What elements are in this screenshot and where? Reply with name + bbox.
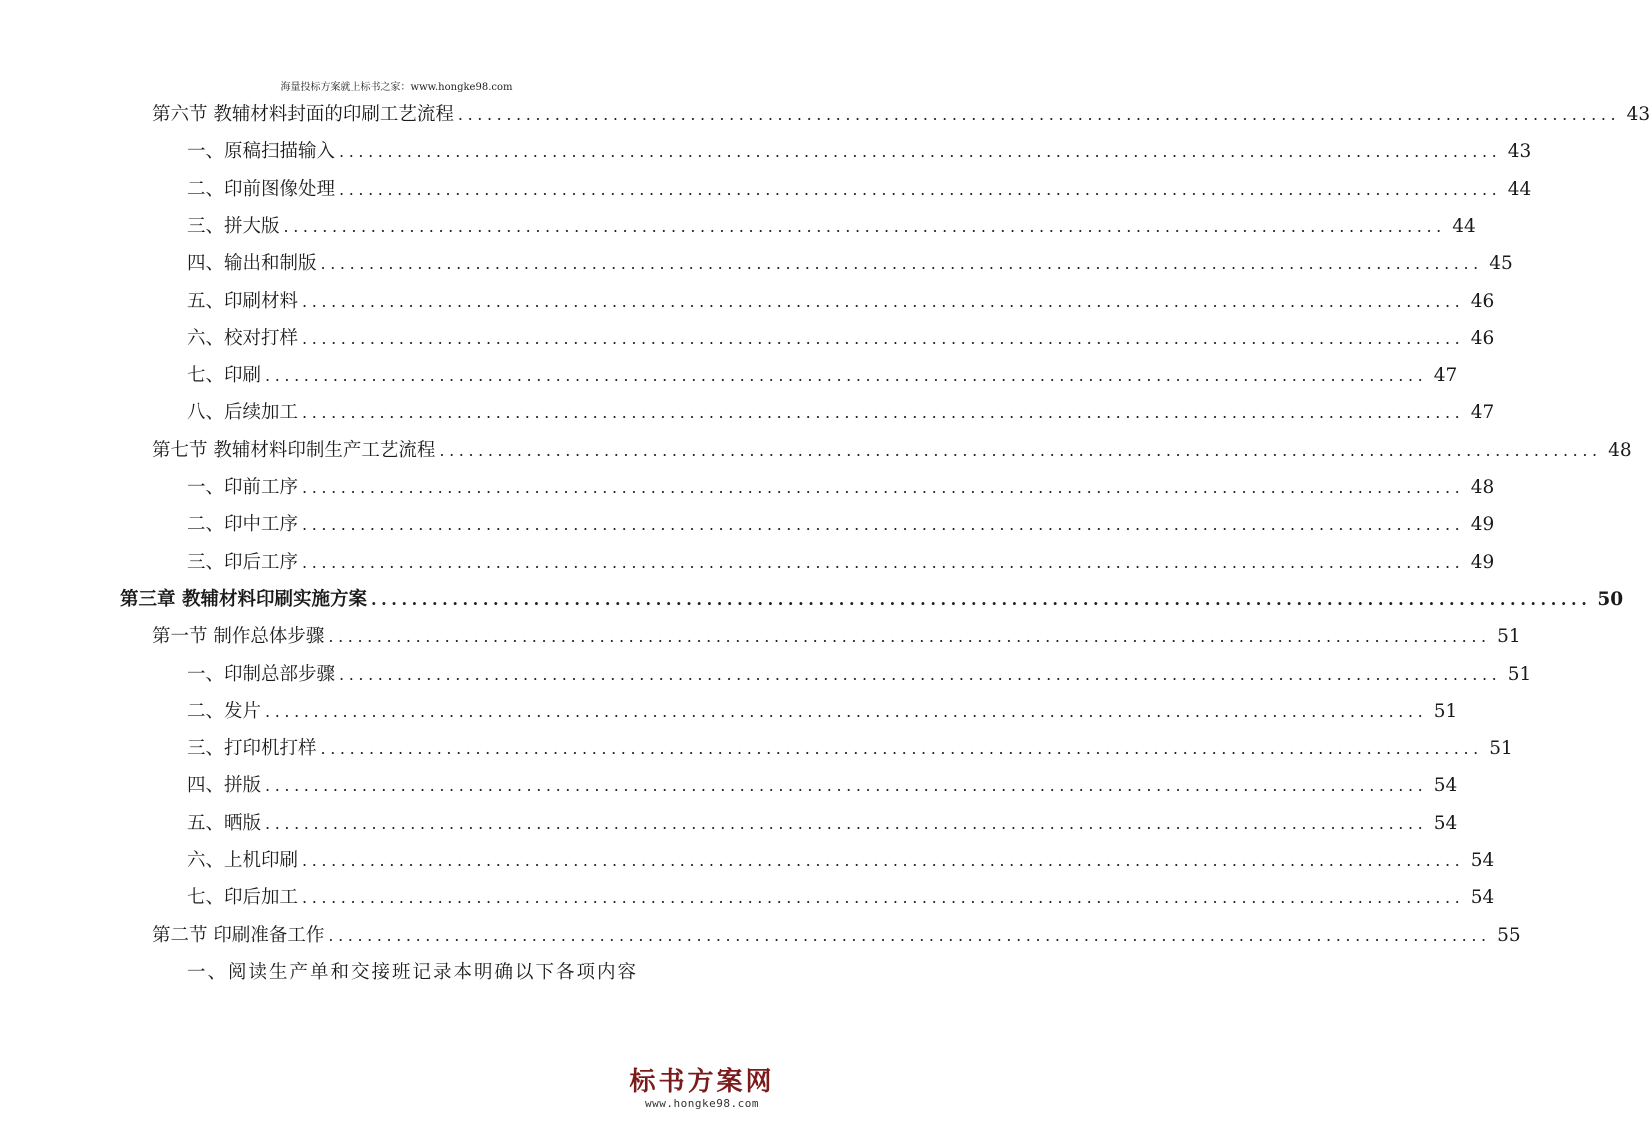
toc-page-number: 46 bbox=[1470, 327, 1495, 349]
toc-entry-label: 第二节 印刷准备工作 bbox=[152, 924, 325, 946]
toc-dot-leader: ........................................................................................................................ bbox=[339, 179, 1502, 199]
toc-entry[interactable] bbox=[187, 958, 673, 988]
toc-dot-leader: ........................................................................................................................ bbox=[302, 888, 1465, 908]
toc-dot-leader: ........................................................................................................................ bbox=[320, 739, 1483, 759]
toc-dot-leader: ........................................................................................................................ bbox=[370, 589, 1592, 609]
toc-page-number: 54 bbox=[1470, 850, 1495, 871]
page-header: 海量投标方案就上标书之家：www.hongke98.com bbox=[280, 82, 513, 93]
toc-entry[interactable] bbox=[187, 473, 1495, 503]
toc-entry[interactable] bbox=[187, 660, 1532, 690]
toc-page-number: 49 bbox=[1470, 551, 1495, 573]
watermark-logo bbox=[627, 1067, 777, 1110]
toc-page-number: 50 bbox=[1597, 588, 1624, 610]
toc-entry[interactable] bbox=[152, 921, 1521, 951]
toc-page-number: 54 bbox=[1433, 775, 1458, 797]
toc-page-number: 51 bbox=[1497, 626, 1521, 648]
toc-entry[interactable] bbox=[187, 771, 1458, 801]
toc-entry-label: 第三章 教辅材料印刷实施方案 bbox=[120, 588, 367, 610]
toc-entry-label: 一、阅读生产单和交接班记录本明确以下各项内容 bbox=[187, 961, 639, 983]
toc-entry-label: 六、校对打样 bbox=[187, 327, 299, 349]
toc-dot-leader: ........................................................................................................................ bbox=[265, 701, 1428, 721]
toc-entry[interactable] bbox=[152, 436, 1632, 466]
toc-entry-label: 四、拼版 bbox=[187, 775, 262, 797]
toc-entry[interactable] bbox=[187, 809, 1458, 839]
toc-entry[interactable] bbox=[187, 324, 1495, 354]
toc-page-number: 46 bbox=[1470, 290, 1495, 312]
toc-dot-leader: ........................................................................................................................ bbox=[302, 552, 1465, 572]
toc-dot-leader: ........................................................................................................................ bbox=[328, 925, 1491, 945]
toc-dot-leader: ........................................................................................................................ bbox=[302, 478, 1465, 497]
toc-entry[interactable] bbox=[187, 548, 1495, 578]
toc-dot-leader: ........................................................................................................................ bbox=[339, 142, 1502, 162]
toc-entry[interactable] bbox=[187, 734, 1513, 764]
toc-dot-leader: ........................................................................................................................ bbox=[302, 851, 1465, 870]
toc-entry[interactable] bbox=[187, 212, 1476, 242]
toc-entry-label: 一、印前工序 bbox=[187, 477, 299, 498]
toc-page-number: 54 bbox=[1433, 812, 1458, 834]
toc-entry-label: 二、发片 bbox=[187, 700, 262, 722]
toc-entry[interactable] bbox=[187, 249, 1513, 279]
toc-entry-label: 第六节 教辅材料封面的印刷工艺流程 bbox=[152, 104, 454, 125]
toc-entry[interactable] bbox=[187, 175, 1532, 205]
toc-page-number: 48 bbox=[1470, 477, 1495, 498]
toc-entry-label: 五、晒版 bbox=[187, 812, 262, 834]
toc-page-number: 48 bbox=[1608, 439, 1632, 461]
toc-entry[interactable] bbox=[152, 622, 1521, 652]
toc-entry[interactable] bbox=[187, 697, 1458, 727]
toc-page-number: 47 bbox=[1433, 365, 1458, 387]
toc-dot-leader: ........................................................................................................................ bbox=[265, 776, 1428, 796]
toc-dot-leader: ........................................................................................................................ bbox=[439, 440, 1602, 460]
toc-entry[interactable] bbox=[187, 398, 1495, 428]
toc-page-number: 51 bbox=[1507, 663, 1532, 685]
toc-entry-label: 八、后续加工 bbox=[187, 402, 299, 424]
toc-page-number: 49 bbox=[1470, 514, 1495, 536]
toc-entry-label: 一、印制总部步骤 bbox=[187, 663, 336, 685]
toc-dot-leader: ........................................................................................................................ bbox=[283, 216, 1446, 236]
toc-page-number: 54 bbox=[1470, 887, 1495, 909]
toc-page-number: 43 bbox=[1626, 104, 1650, 125]
watermark-url: www.hongke98.com bbox=[645, 1097, 759, 1110]
toc-page-number: 47 bbox=[1470, 402, 1495, 424]
toc-dot-leader: ........................................................................................................................ bbox=[339, 664, 1502, 684]
toc-dot-leader: ........................................................................................................................ bbox=[302, 403, 1465, 423]
toc-entry-label: 三、打印机打样 bbox=[187, 738, 317, 760]
toc-dot-leader: ........................................................................................................................ bbox=[265, 366, 1428, 386]
toc-entry[interactable] bbox=[187, 137, 1532, 167]
toc-entry-label: 二、印前图像处理 bbox=[187, 178, 336, 200]
watermark-brand: 标书方案网 bbox=[629, 1067, 775, 1097]
toc-page-number: 55 bbox=[1497, 924, 1521, 946]
toc-entry[interactable] bbox=[187, 883, 1495, 913]
toc-page-number: 43 bbox=[1507, 141, 1532, 163]
toc-entry[interactable] bbox=[152, 100, 1650, 130]
toc-entry[interactable] bbox=[187, 846, 1495, 876]
toc-page-number: 44 bbox=[1452, 215, 1476, 237]
toc-dot-leader: ........................................................................................................................ bbox=[302, 515, 1465, 535]
toc-entry-label: 三、印后工序 bbox=[187, 551, 299, 573]
toc-dot-leader: ........................................................................................................................ bbox=[320, 254, 1483, 274]
toc-entry[interactable] bbox=[187, 510, 1495, 540]
toc-page-number: 44 bbox=[1507, 178, 1532, 200]
toc-dot-leader: ........................................................................................................................ bbox=[457, 105, 1621, 124]
toc-entry-label: 七、印刷 bbox=[187, 365, 262, 387]
toc-entry[interactable] bbox=[120, 585, 1624, 615]
toc-entry-label: 第七节 教辅材料印制生产工艺流程 bbox=[152, 439, 436, 461]
toc-entry[interactable] bbox=[187, 361, 1458, 391]
toc-entry-label: 五、印刷材料 bbox=[187, 290, 299, 312]
toc-entry-label: 三、拼大版 bbox=[187, 215, 280, 237]
toc-entry-label: 七、印后加工 bbox=[187, 887, 299, 909]
toc-dot-leader: ........................................................................................................................ bbox=[302, 291, 1465, 311]
toc-page-number: 51 bbox=[1433, 700, 1458, 722]
toc-entry-label: 六、上机印刷 bbox=[187, 850, 299, 871]
toc-dot-leader: ........................................................................................................................ bbox=[328, 627, 1491, 647]
toc-page-number: 51 bbox=[1489, 738, 1513, 760]
toc-dot-leader: ........................................................................................................................ bbox=[302, 328, 1465, 348]
toc-dot-leader: ........................................................................................................................ bbox=[265, 813, 1428, 833]
toc-entry-label: 第一节 制作总体步骤 bbox=[152, 626, 325, 648]
toc-page-number: 45 bbox=[1489, 253, 1513, 275]
toc-entry-label: 一、原稿扫描输入 bbox=[187, 141, 336, 163]
toc-entry-label: 二、印中工序 bbox=[187, 514, 299, 536]
toc-entry-label: 四、输出和制版 bbox=[187, 253, 317, 275]
toc-entry[interactable] bbox=[187, 287, 1495, 317]
